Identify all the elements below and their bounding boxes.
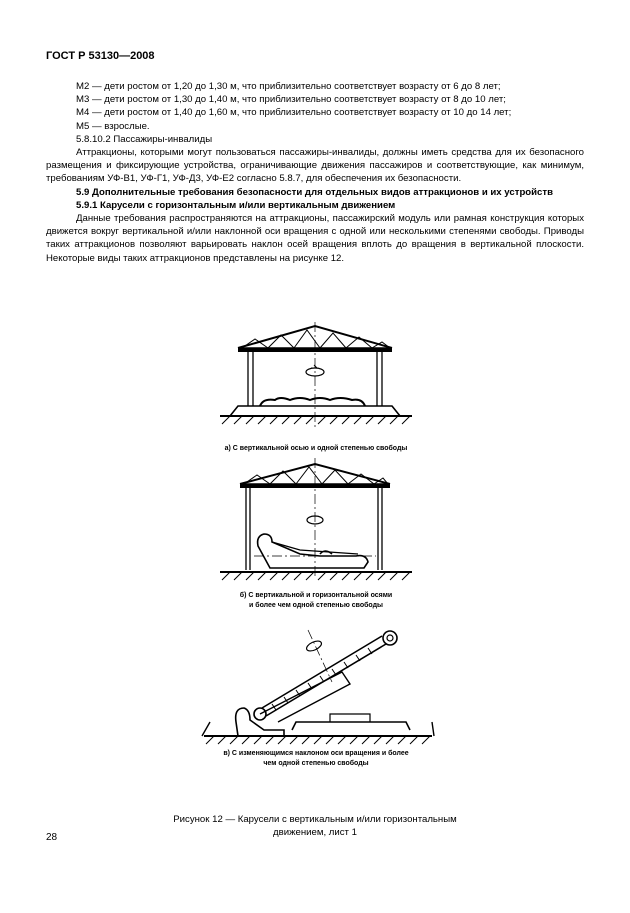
caption-b-line-2: и более чем одной степенью свободы [249, 600, 383, 609]
caption-c-line-1: в) С изменяющимся наклоном оси вращения и более [223, 748, 409, 757]
list-item-m2: М2 — дети ростом от 1,20 до 1,30 м, что приблизительно соответствует возрасту от 6 до 8 лет; [76, 81, 501, 92]
section-heading-5-9: 5.9 Дополнительные требования безопасности для отдельных видов аттракционов и их устройств [76, 186, 553, 198]
subsection-5-8-10-2: 5.8.10.2 Пассажиры-инвалиды [76, 133, 213, 145]
figure-12-drawings [180, 318, 450, 788]
figure-title-line-1: Рисунок 12 — Карусели с вертикальным и/или горизонтальным [173, 814, 457, 825]
figure-title-line-2: движением, лист 1 [273, 826, 357, 838]
drawing-c [202, 630, 434, 744]
page-number: 28 [46, 832, 58, 843]
paragraph-carousels: Данные требования распространяются на аттракционы, пассажирский модуль или рамная конструкция которых движется вокруг вертикальной и/или наклонной оси вращения с одной или несколькими степенями свободы. Приводы таких аттракционов позволяют варьировать наклон осей вращения вплоть до вращения в вертикальной плоскости. Некоторые виды таких аттракционов представлены на рисунке 12. [46, 213, 584, 264]
caption-b-line-1: б) С вертикальной и горизонтальной осями [239, 590, 393, 599]
list-item-m4: М4 — дети ростом от 1,40 до 1,60 м, что приблизительно соответствует возрасту от 10 до 14 лет; [76, 107, 512, 119]
subsection-heading-5-9-1: 5.9.1 Карусели с горизонтальным и/или вертикальным движением [76, 199, 396, 211]
figure-title [150, 814, 480, 839]
paragraph-disabled-passengers [46, 146, 584, 186]
document-header: ГОСТ Р 53130—2008 [46, 50, 155, 62]
paragraph-text: Аттракционы, которыми могут пользоваться пассажиры-инвалиды, должны иметь средства для их безопасного размещения и фиксирующие устройства, ограничивающие движения пассажиров и соответствующие, как минимум, требованиям УФ-В1, УФ-Г1, УФ-Д3, УФ-Е2 согласно 5.8.7, для обеспечения их безопасности. [46, 147, 584, 185]
list-item-m5: М5 — взрослые. [76, 120, 150, 132]
caption-a: а) С вертикальной осью и одной степенью свободы [224, 443, 408, 452]
drawing-b [220, 458, 412, 580]
caption-c-line-2: чем одной степенью свободы [263, 758, 369, 767]
drawing-a [220, 322, 412, 428]
list-item-m3: М3 — дети ростом от 1,30 до 1,40 м, что приблизительно соответствует возрасту от 8 до 10 лет; [76, 94, 506, 106]
body-text [46, 80, 584, 265]
